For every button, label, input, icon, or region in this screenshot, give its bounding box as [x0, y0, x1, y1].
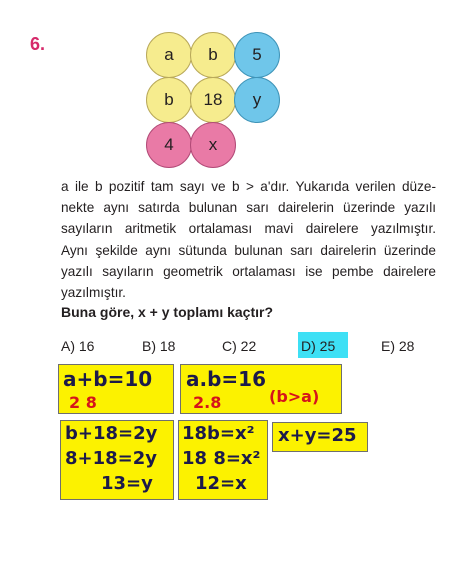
pink-circle-4: 4	[146, 122, 192, 168]
yellow-circle-b: b	[190, 32, 236, 78]
note-box-geometric	[178, 420, 268, 500]
option-e[interactable]: E) 28	[381, 338, 415, 354]
note-geo-line3: 12=x	[195, 473, 247, 494]
blue-circle-5: 5	[234, 32, 280, 78]
note-arith-line3: 13=y	[101, 473, 153, 494]
option-b[interactable]: B) 18	[142, 338, 176, 354]
note-geo-line1: 18b=x²	[182, 423, 255, 444]
problem-statement	[61, 176, 436, 303]
note-sum-equation: a+b=10	[63, 367, 153, 391]
yellow-circle-a: a	[146, 32, 192, 78]
note-arith-line1: b+18=2y	[65, 423, 158, 444]
paragraph-line: Aynı şekilde aynı sütunda bulunan sarı dairelerin üzerinde	[61, 242, 436, 258]
option-a[interactable]: A) 16	[61, 338, 95, 354]
paragraph-line: yazılı sayıların geometrik ortalaması ise pembe dairelere	[61, 263, 436, 279]
note-condition: (b>a)	[269, 387, 320, 406]
note-box-sum	[58, 364, 174, 414]
paragraph-line: a ile b pozitif tam sayı ve b > a'dır. Yukarıda verilen düze-	[61, 179, 436, 194]
blue-circle-y: y	[234, 77, 280, 123]
note-product-equation: a.b=16	[186, 367, 266, 391]
paragraph-line: sayıların aritmetik ortalaması mavi dairelere yazılmıştır.	[61, 221, 436, 237]
option-c[interactable]: C) 22	[222, 338, 257, 354]
note-box-product	[180, 364, 342, 414]
note-arith-line2: 8+18=2y	[65, 448, 157, 469]
note-geo-line2: 18 8=x²	[182, 448, 261, 469]
note-product-values: 2.8	[193, 393, 222, 412]
pink-circle-x: x	[190, 122, 236, 168]
question-number: 6.	[30, 34, 46, 54]
note-box-result	[272, 422, 368, 452]
note-result: x+y=25	[278, 425, 357, 446]
question-text: Buna göre, x + y toplamı kaçtır?	[61, 304, 274, 320]
note-box-arithmetic	[60, 420, 174, 500]
note-sum-values: 2 8	[69, 393, 97, 412]
paragraph-line: yazılmıştır.	[61, 285, 126, 301]
yellow-circle-18: 18	[190, 77, 236, 123]
yellow-circle-b-2: b	[146, 77, 192, 123]
option-d[interactable]: D) 25	[301, 338, 336, 354]
paragraph-line: nekte aynı satırda bulunan sarı dairelerin üzerinde yazılı	[61, 200, 436, 216]
